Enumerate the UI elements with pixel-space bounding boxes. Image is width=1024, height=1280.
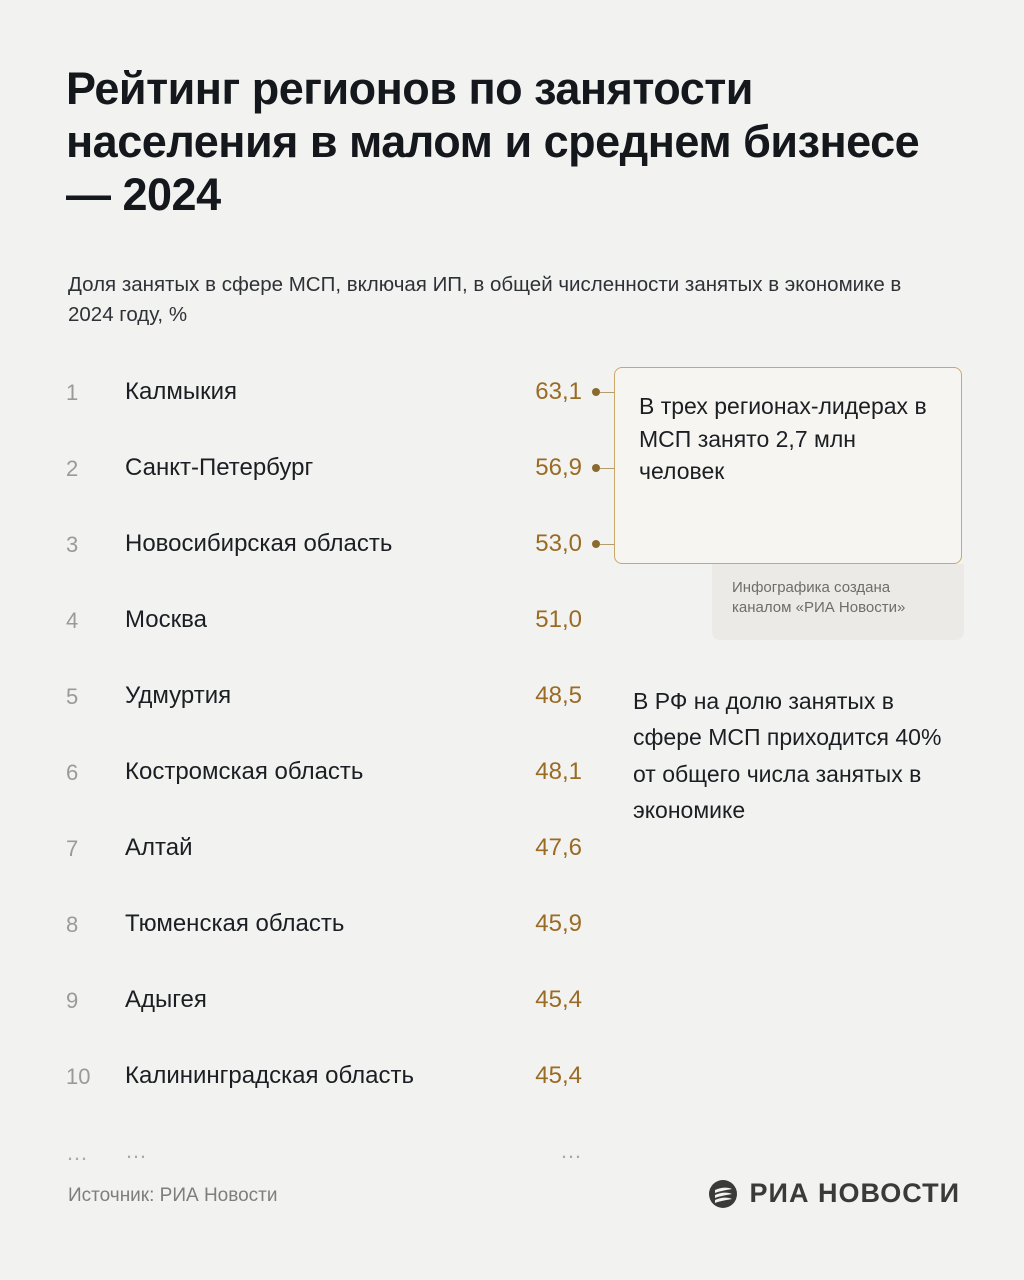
ria-logo-icon xyxy=(708,1179,738,1209)
row-region: Москва xyxy=(125,606,207,633)
connector-dot-2 xyxy=(592,464,600,472)
row-region: Калмыкия xyxy=(125,378,237,405)
row-rank: 7 xyxy=(66,836,79,861)
row-region: Костромская область xyxy=(125,758,364,785)
table-row xyxy=(0,1054,1024,1130)
row-value: 48,1 xyxy=(535,758,582,785)
page-title: Рейтинг регионов по занятости населения в малом и среднем бизнесе — 2024 xyxy=(66,63,920,221)
row-rank: … xyxy=(66,1140,88,1165)
row-value: 45,4 xyxy=(535,986,582,1013)
ria-logo xyxy=(708,1178,960,1209)
connector-dot-3 xyxy=(592,540,600,548)
row-region: Калининградская область xyxy=(125,1062,415,1089)
row-region: … xyxy=(125,1138,147,1163)
page-subtitle: Доля занятых в сфере МСП, включая ИП, в общей численности занятых в экономике в 2024 году, % xyxy=(68,273,902,326)
row-region: Адыгея xyxy=(125,986,207,1013)
row-rank: 2 xyxy=(66,456,79,481)
row-value: … xyxy=(560,1138,582,1163)
callout-text: В трех регионах-лидерах в МСП занято 2,7 млн человек xyxy=(639,393,927,485)
row-rank: 6 xyxy=(66,760,79,785)
row-region: Тюменская область xyxy=(125,910,345,937)
row-rank: 4 xyxy=(66,608,79,633)
row-region: Санкт-Петербург xyxy=(125,454,314,481)
credit-text: Инфографика создана каналом «РИА Новости» xyxy=(732,579,906,617)
row-rank: 8 xyxy=(66,912,79,937)
row-value: 56,9 xyxy=(535,454,582,481)
row-region: Удмуртия xyxy=(125,682,232,709)
row-value: 51,0 xyxy=(535,606,582,633)
row-value: 53,0 xyxy=(535,530,582,557)
row-region: Новосибирская область xyxy=(125,530,393,557)
row-value: 47,6 xyxy=(535,834,582,861)
row-rank: 1 xyxy=(66,380,79,405)
row-rank: 9 xyxy=(66,988,79,1013)
row-region: Алтай xyxy=(125,834,193,861)
table-row xyxy=(0,826,1024,902)
source-label: Источник: РИА Новости xyxy=(68,1185,278,1206)
row-value: 45,9 xyxy=(535,910,582,937)
row-rank: 10 xyxy=(66,1064,91,1089)
table-row xyxy=(0,978,1024,1054)
row-value: 45,4 xyxy=(535,1062,582,1089)
row-value: 63,1 xyxy=(535,378,582,405)
row-rank: 5 xyxy=(66,684,79,709)
row-rank: 3 xyxy=(66,532,79,557)
ria-logo-text: РИА НОВОСТИ xyxy=(749,1178,960,1208)
row-value: 48,5 xyxy=(535,682,582,709)
callout-box xyxy=(614,367,962,564)
connector-dot-1 xyxy=(592,388,600,396)
side-note: В РФ на долю занятых в сфере МСП приходится 40% от общего числа занятых в экономике xyxy=(633,688,942,823)
table-row xyxy=(0,902,1024,978)
credit-box xyxy=(712,564,964,640)
